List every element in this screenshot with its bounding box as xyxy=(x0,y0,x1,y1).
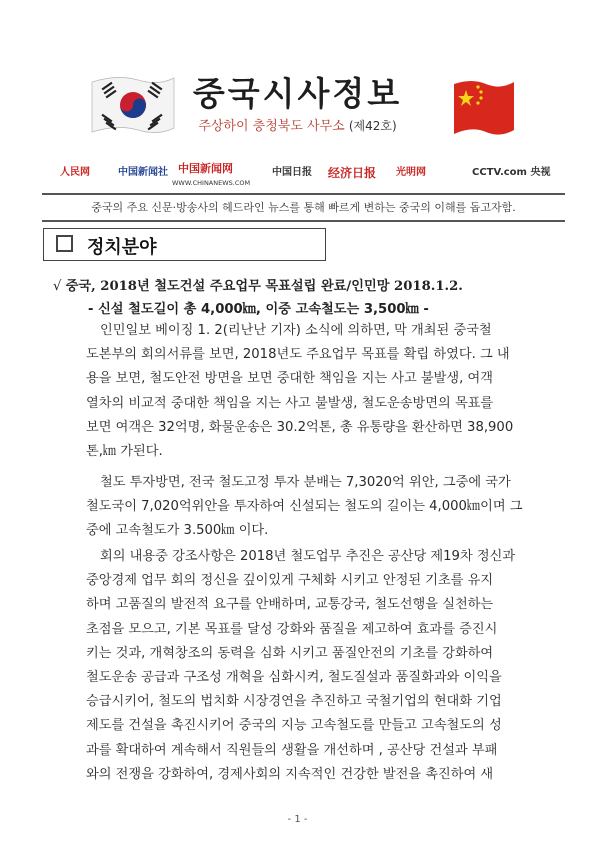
paragraph-line: 철도국이 7,020억위안을 투자하여 신설되는 철도의 길이는 4,000㎞이며 그 xyxy=(86,499,523,515)
china-daily-logo: 中国日报 xyxy=(272,167,312,178)
office-name: 주상하이 충청북도 사무소 xyxy=(198,119,345,134)
chinanews-url: WWW.CHINANEWS.COM xyxy=(172,179,251,187)
page-title: 중국시사정보 xyxy=(192,74,403,113)
news-logos-strip xyxy=(60,158,551,188)
section-title: 정치분야 xyxy=(87,237,157,258)
paragraph-line: 중에 고속철도가 3.500㎞ 이다. xyxy=(86,523,269,539)
paragraph-line: 용을 보면, 철도안전 방면을 보면 중대한 책임을 지는 사고 불발생, 여객 xyxy=(86,371,493,387)
paragraph-line: 하며 고품질의 발전적 요구를 안배하며, 교통강국, 철도선행을 실천하는 xyxy=(86,597,494,613)
chinanews-logo: 中国新闻网 xyxy=(178,162,233,175)
paragraph-line: 도본부의 회의서류를 보면, 2018년도 주요업무 목표를 확립 하였다. 그 내 xyxy=(86,347,510,363)
china-news-agency-logo: 中国新闻社 xyxy=(118,167,168,178)
paragraph-line: 인민일보 베이징 1. 2(리난난 기자) 소식에 의하면, 막 개최된 중국철 xyxy=(100,323,492,338)
article-paragraph-2 xyxy=(86,471,558,544)
article-paragraph-1 xyxy=(86,319,558,464)
section-header-box xyxy=(43,228,326,261)
chinese-flag-image xyxy=(452,78,516,138)
top-rule xyxy=(42,193,565,195)
checkmark-icon: √ xyxy=(53,279,62,294)
paragraph-line: 톤,㎞ 가된다. xyxy=(86,443,163,459)
paragraph-line: 초점을 모으고, 기본 목표를 달성 강화와 품질을 제고하여 효과를 증진시 xyxy=(86,621,498,637)
paragraph-line: 열차의 비교적 중대한 책임을 지는 사고 불발생, 철도운송방면의 목표를 xyxy=(86,395,494,411)
paragraph-line: 중앙경제 업무 회의 정신을 깊이있게 구체화 시키고 안정된 기초를 유지 xyxy=(86,573,494,589)
paragraph-line: 제도를 건설을 촉진시키어 중국의 지능 고속철도를 만들고 고속철도의 성 xyxy=(86,718,502,734)
bottom-rule xyxy=(42,220,565,222)
paragraph-line: 철도운송 공급과 구조성 개혁을 심화시켜, 철도질설과 품질화과와 이익을 xyxy=(86,669,502,685)
article-subheadline: - 신설 철도길이 총 4,000㎞, 이중 고속철도는 3,500㎞ - xyxy=(88,302,429,317)
people-daily-logo: 人民网 xyxy=(60,167,90,178)
article-headline: 중국, 2018년 철도건설 주요업무 목표설립 완료/인민망 2018.1.2. xyxy=(65,279,463,294)
paragraph-line: 키는 것과, 개혁창조의 동력을 심화 시키고 품질안전의 기초를 강화하여 xyxy=(86,645,494,661)
cctv-logo: CCTV.com 央视 xyxy=(472,167,551,178)
economic-daily-logo: 经济日报 xyxy=(328,166,377,180)
paragraph-line: 승급시키어, 철도의 법치화 시장경연을 추진하고 국철기업의 현대화 기업 xyxy=(86,694,502,710)
paragraph-line: 회의 내용중 강조사항은 2018년 철도업무 추진은 공산당 제19차 정신과 xyxy=(100,549,516,564)
paragraph-line: 과를 확대하여 계속해서 직원들의 생활을 개선하며 , 공산당 건설과 부패 xyxy=(86,742,498,758)
newsletter-description: 중국의 주요 신문·방송사의 헤드라인 뉴스를 통해 빠르게 변하는 중국의 이해를 돕고자함. xyxy=(91,201,516,214)
page-number: - 1 - xyxy=(287,814,308,825)
checkbox-icon xyxy=(56,235,73,252)
paragraph-line: 보면 여객은 32억명, 화물운송은 30.2억톤, 총 유통량을 환산하면 38,900 xyxy=(86,419,514,435)
guangming-logo: 光明网 xyxy=(396,167,426,178)
paragraph-line: 철도 투자방면, 전국 철도고정 투자 분배는 7,3020억 위안, 그중에 국가 xyxy=(100,475,511,490)
article-headline-row xyxy=(53,275,563,294)
article-paragraph-3 xyxy=(86,545,558,787)
paragraph-line: 와의 전쟁을 강화하여, 경제사회의 지속적인 건강한 발전을 촉진하여 새 xyxy=(86,766,494,782)
issue-number: (제42호) xyxy=(348,119,397,133)
